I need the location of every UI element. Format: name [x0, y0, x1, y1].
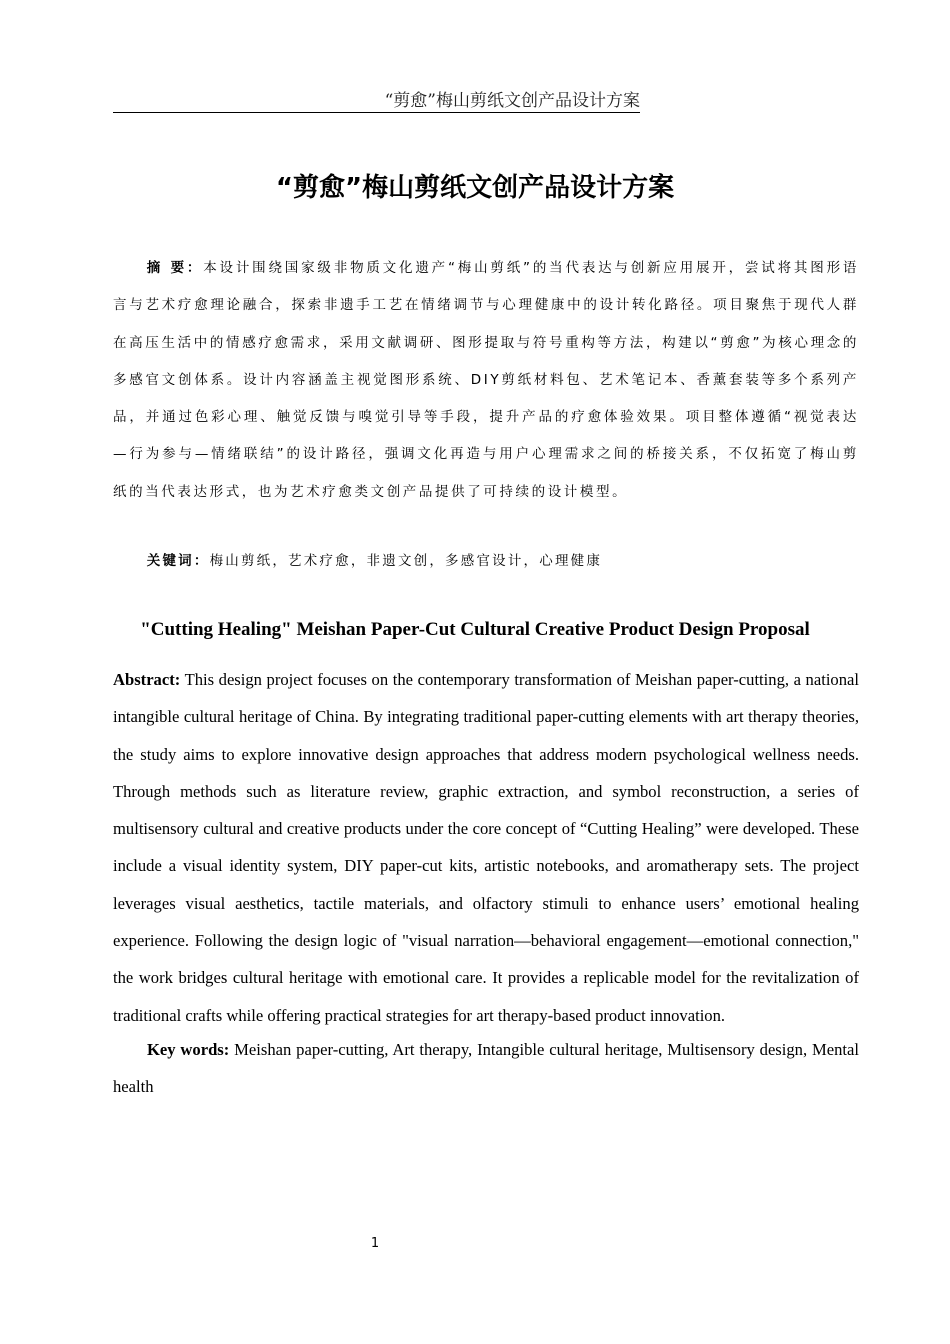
running-header: “剪愈”梅山剪纸文创产品设计方案: [113, 90, 640, 113]
chinese-keywords: [113, 543, 859, 579]
chinese-abstract: [113, 250, 859, 511]
chinese-abstract-label: 摘 要：: [146, 260, 204, 276]
english-abstract-text: This design project focuses on the contemporary transformation of Meishan paper-cutting, a national intangible cultural heritage of China. By integrating traditional paper-cutting elements with art therapy theories, the study aims to explore innovative design approaches that address modern psychological wellness needs. Through methods such as literature review, graphic extraction, and symbol reconstruction, a series of multisensory cultural and creative products under the core concept of “Cutting Healing” were developed. These include a visual identity system, DIY paper-cut kits, artistic notebooks, and aromatherapy sets. The project leverages visual aesthetics, tactile materials, and olfactory stimuli to enhance users’ emotional healing experience. Following the design logic of "visual narration—behavioral engagement—emotional connection," the work bridges cultural heritage with emotional care. It provides a replicable model for the revitalization of traditional crafts while offering practical strategies for art therapy-based product innovation.: [113, 670, 859, 1025]
chinese-title: “剪愈”梅山剪纸文创产品设计方案: [275, 173, 675, 203]
english-abstract: [113, 661, 859, 1034]
english-keywords-text: Meishan paper-cutting, Art therapy, Intangible cultural heritage, Multisensory design, Mental health: [113, 1040, 859, 1097]
chinese-abstract-text: 本设计围绕国家级非物质文化遗产“梅山剪纸”的当代表达与创新应用展开，尝试将其图形语言与艺术疗愈理论融合，探索非遗手工艺在情绪调节与心理健康中的设计转化路径。项目聚焦于现代人群在高压生活中的情感疗愈需求，采用文献调研、图形提取与符号重构等方法，构建以“剪愈”为核心理念的多感官文创体系。设计内容涵盖主视觉图形系统、DIY剪纸材料包、艺术笔记本、香薰套装等多个系列产品，并通过色彩心理、触觉反馈与嗅觉引导等手段，提升产品的疗愈体验效果。项目整体遵循“视觉表达—行为参与—情绪联结”的设计路径，强调文化再造与用户心理需求之间的桥接关系，不仅拓宽了梅山剪纸的当代表达形式，也为艺术疗愈类文创产品提供了可持续的设计模型。: [113, 260, 859, 500]
english-title: "Cutting Healing" Meishan Paper-Cut Cultural Creative Product Design Proposal: [140, 619, 810, 640]
chinese-keywords-label: 关键词：: [146, 553, 210, 569]
english-keywords-label: Key words:: [147, 1040, 230, 1059]
english-keywords: [113, 1031, 859, 1106]
page-number: 1: [370, 1236, 380, 1251]
english-abstract-label: Abstract:: [113, 670, 181, 689]
chinese-keywords-text: 梅山剪纸，艺术疗愈，非遗文创，多感官设计，心理健康: [209, 553, 603, 569]
